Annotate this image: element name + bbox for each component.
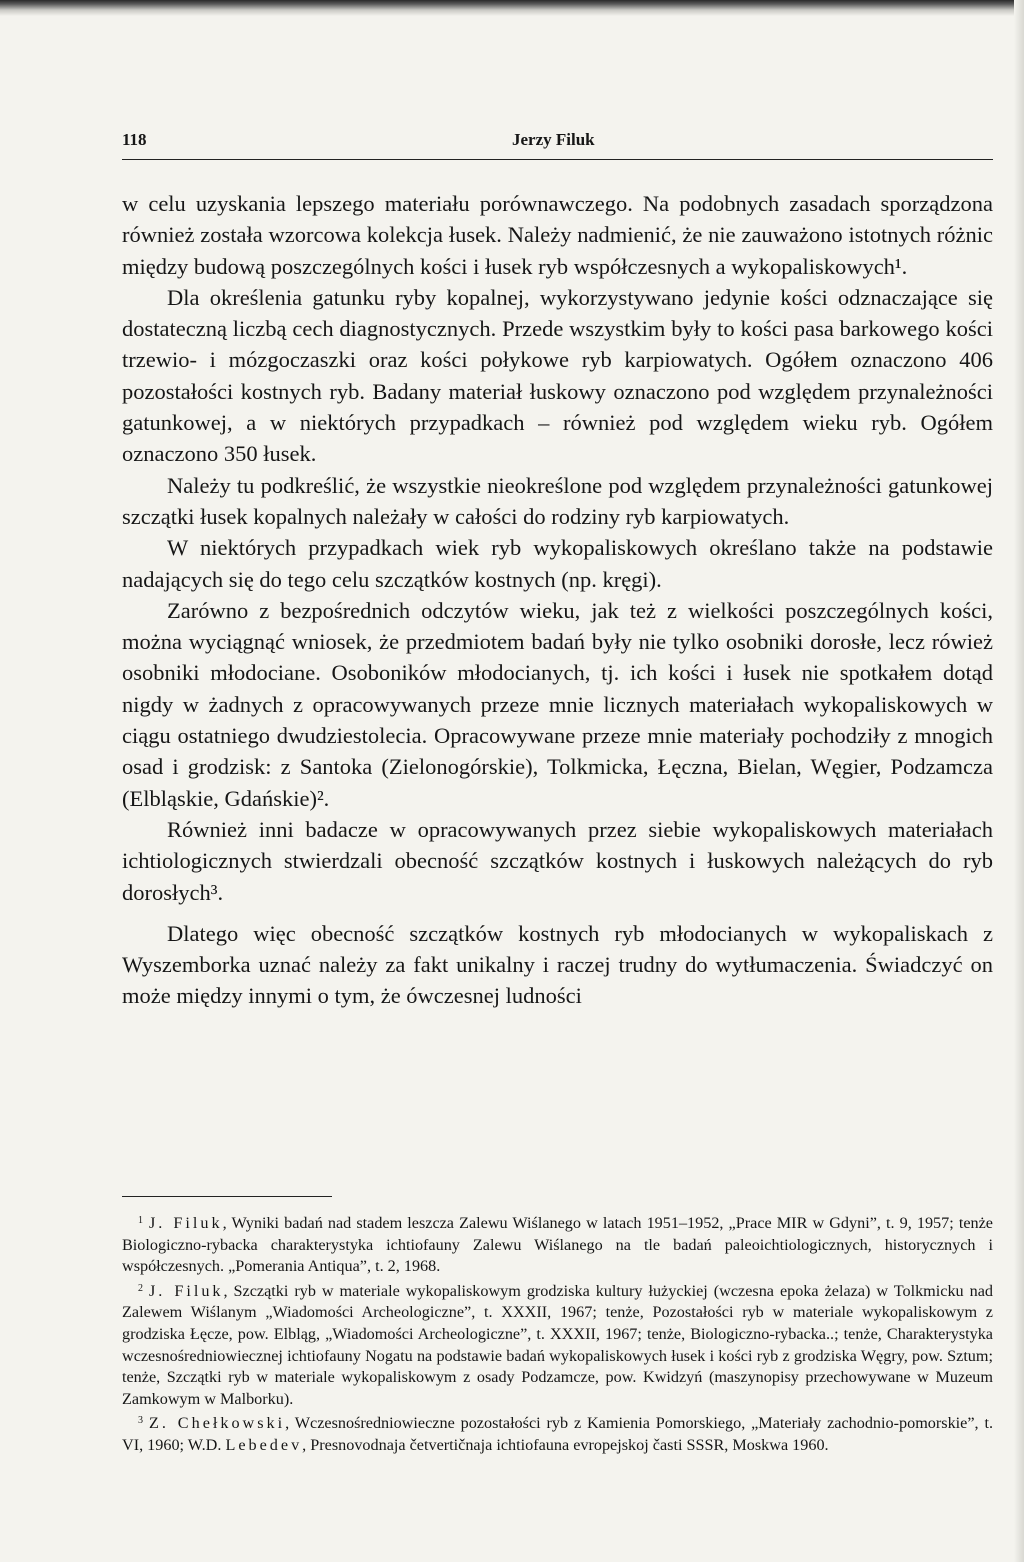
footnote-text: , Szczątki ryb w materiale wykopaliskowym grodziska kultury łużyckiej (wczesna epoka żelaza) w Tolkmicku nad Zalewem Wiślanym „Wiadomości Archeologiczne”, t. XXXII, 1967; tenże, Pozostałości ryb w materiale wykopaliskowym z grodziska Łęcze, pow. Elbląg, „Wiadomości Archeologiczne”, t. XXXII, 1967; tenże, Biologiczno-rybacka..; tenże, Charakterystyka wczesnośredniowiecznej ichtiofauny Nogatu na podstawie badań wykopaliskowych łusek i kości ryb z grodziska Węgry, pow. Sztum; tenże, Szczątki ryb w materiale wykopaliskowym z osady Podzamcze, pow. Kwidzyń (maszynopisy przechowywane w Muzeum Zamkowym w Malborku). <box>122 1281 993 1408</box>
footnote-marker: 1 <box>138 1215 143 1226</box>
footnote <box>122 1278 993 1411</box>
paragraph: Dla określenia gatunku ryby kopalnej, wykorzystywano jedynie kości odznaczające się dostateczną liczbą cech diagnostycznych. Przede wszystkim były to kości pasa barkowego kości trzewio- i mózgoczaszki oraz kości połykowe ryb karpiowatych. Ogółem oznaczono 406 pozostałości kostnych ryb. Badany materiał łuskowy oznaczono pod względem przynależności gatunkowej, a w niektórych przypadkach – również pod względem wieku ryb. Ogółem oznaczono 350 łusek. <box>122 284 993 467</box>
footnote-author: Z. Chełkowski <box>149 1414 286 1433</box>
footnote-author: Lebedev <box>225 1435 303 1454</box>
footnote-author: J. Filuk <box>149 1281 224 1300</box>
body-text <box>122 188 993 1012</box>
footnote-marker: 3 <box>138 1415 143 1427</box>
footnote <box>122 1210 993 1278</box>
page-header <box>122 130 993 156</box>
paragraph: W niektórych przypadkach wiek ryb wykopaliskowych określano także na podstawie nadających się do tego celu szczątków kostnych (np. kręgi). <box>122 535 993 592</box>
footnote-text: , Wyniki badań nad stadem leszcza Zalewu Wiślanego w latach 1951–1952, „Prace MIR w Gdyni”, t. 9, 1957; tenże Biologiczno-rybacka charakterystyka ichtiofauny Zalewu Wiślanego na tle badań paleoichtiologicznych, historycznych i współczesnych. „Pomerania Antiqua”, t. 2, 1968. <box>122 1214 993 1276</box>
footnotes <box>122 1210 993 1457</box>
page-number: 118 <box>122 130 147 149</box>
footnote-text: , Presnovodnaja četvertičnaja ichtiofauna evropejskoj časti SSSR, Moskwa 1960. <box>302 1435 829 1454</box>
header-rule <box>122 159 993 160</box>
scan-top-edge <box>0 0 1024 16</box>
paragraph: Dlatego więc obecność szczątków kostnych ryb młodocianych w wykopaliskach z Wyszemborka uznać należy za fakt unikalny i raczej trudny do wytłumaczenia. Świadczyć on może między innymi o tym, że ówczesnej ludności <box>122 920 993 1009</box>
scan-right-edge <box>1014 0 1024 1562</box>
footnote <box>122 1410 993 1456</box>
paragraph: Również inni badacze w opracowywanych przez siebie wykopaliskowych materiałach ichtiologicznych stwierdzali obecność szczątków kostnych i łuskowych należących do ryb dorosłych³. <box>122 816 993 905</box>
paragraph: Należy tu podkreślić, że wszystkie nieokreślone pod względem przynależności gatunkowej szczątki łusek kopalnych należały w całości do rodziny ryb karpiowatych. <box>122 472 993 529</box>
footnote-marker: 2 <box>138 1282 143 1294</box>
running-head-author: Jerzy Filuk <box>512 130 595 149</box>
footnote-rule <box>122 1196 332 1197</box>
footnote-text: , Wczesnośredniowieczne pozostałości ryb z Kamienia Pomorskiego, „Materiały zachodnio-pomorskie”, t. VI, 1960; W.D. <box>122 1414 993 1454</box>
paragraph: Zarówno z bezpośrednich odczytów wieku, jak też z wielkości poszczególnych kości, można wyciągnąć wniosek, że przedmiotem badań były nie tylko osobniki dorosłe, lecz rówież osobniki młodociane. Osoboników młodocianych, tj. ich kości i łusek nie spotkałem dotąd nigdy w żadnych z opracowywanych przeze mnie licznych materiałach wykopaliskowych w ciągu ostatniego dwudziestolecia. Opracowywane przeze mnie materiały pochodziły z mnogich osad i grodzisk: z Santoka (Zielonogórskie), Tolkmicka, Łęczna, Bielan, Węgier, Podzamcza (Elbląskie, Gdańskie)². <box>122 597 993 811</box>
paragraph: w celu uzyskania lepszego materiału porównawczego. Na podobnych zasadach sporządzona również została wzorcowa kolekcja łusek. Należy nadmienić, że nie zauważono istotnych różnic między budową poszczególnych kości i łusek ryb współczesnych a wykopaliskowych¹. <box>122 191 993 279</box>
footnote-author: J. Filuk <box>149 1214 223 1232</box>
